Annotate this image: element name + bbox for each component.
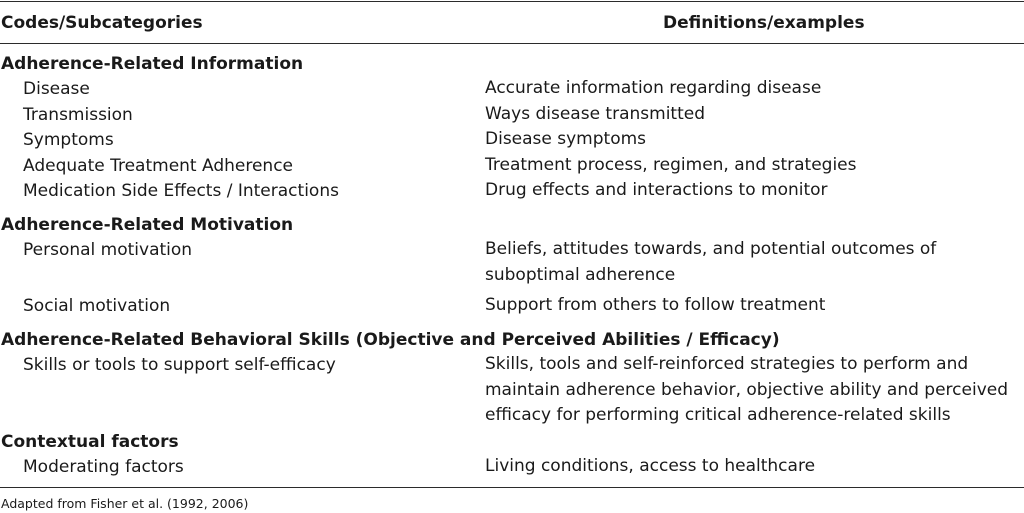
group-heading-behavioral-skills: Adherence-Related Behavioral Skills (Objective and Perceived Abilities / Efficacy) (1, 330, 780, 350)
group-heading-contextual-factors: Contextual factors (1, 432, 179, 452)
table-header-rule (0, 43, 1024, 44)
row-code-treatment-adherence: Adequate Treatment Adherence (23, 156, 294, 176)
row-definition-disease: Accurate information regarding disease (485, 78, 822, 98)
row-definition-moderating-factors: Living conditions, access to healthcare (485, 456, 816, 476)
row-code-side-effects: Medication Side Effects / Interactions (23, 181, 339, 201)
row-code-moderating-factors: Moderating factors (23, 457, 184, 477)
row-code-self-efficacy: Skills or tools to support self-efficacy (23, 355, 336, 375)
row-code-personal-motivation: Personal motivation (23, 240, 193, 260)
row-code-transmission: Transmission (23, 105, 133, 125)
row-definition-symptoms: Disease symptoms (485, 129, 647, 149)
table-footnote: Adapted from Fisher et al. (1992, 2006) (1, 496, 249, 511)
group-heading-information: Adherence-Related Information (1, 54, 304, 74)
table-top-rule (0, 1, 1024, 2)
group-heading-motivation: Adherence-Related Motivation (1, 215, 294, 235)
column-header-definitions: Definitions/examples (663, 13, 865, 33)
row-definition-self-efficacy: Skills, tools and self-reinforced strategies to perform and maintain adherence behavior, objective ability and perceived efficacy for performing critical adherence-related skills (485, 354, 1009, 425)
row-code-symptoms: Symptoms (23, 130, 114, 150)
column-header-codes: Codes/Subcategories (1, 13, 203, 33)
row-definition-transmission: Ways disease transmitted (485, 104, 705, 124)
row-code-disease: Disease (23, 79, 90, 99)
row-definition-side-effects: Drug effects and interactions to monitor (485, 180, 828, 200)
row-definition-social-motivation: Support from others to follow treatment (485, 295, 826, 315)
row-code-social-motivation: Social motivation (23, 296, 171, 316)
table-bottom-rule (0, 487, 1024, 488)
row-definition-personal-motivation: Beliefs, attitudes towards, and potential outcomes of suboptimal adherence (485, 239, 937, 285)
row-definition-treatment-adherence: Treatment process, regimen, and strategies (485, 155, 857, 175)
